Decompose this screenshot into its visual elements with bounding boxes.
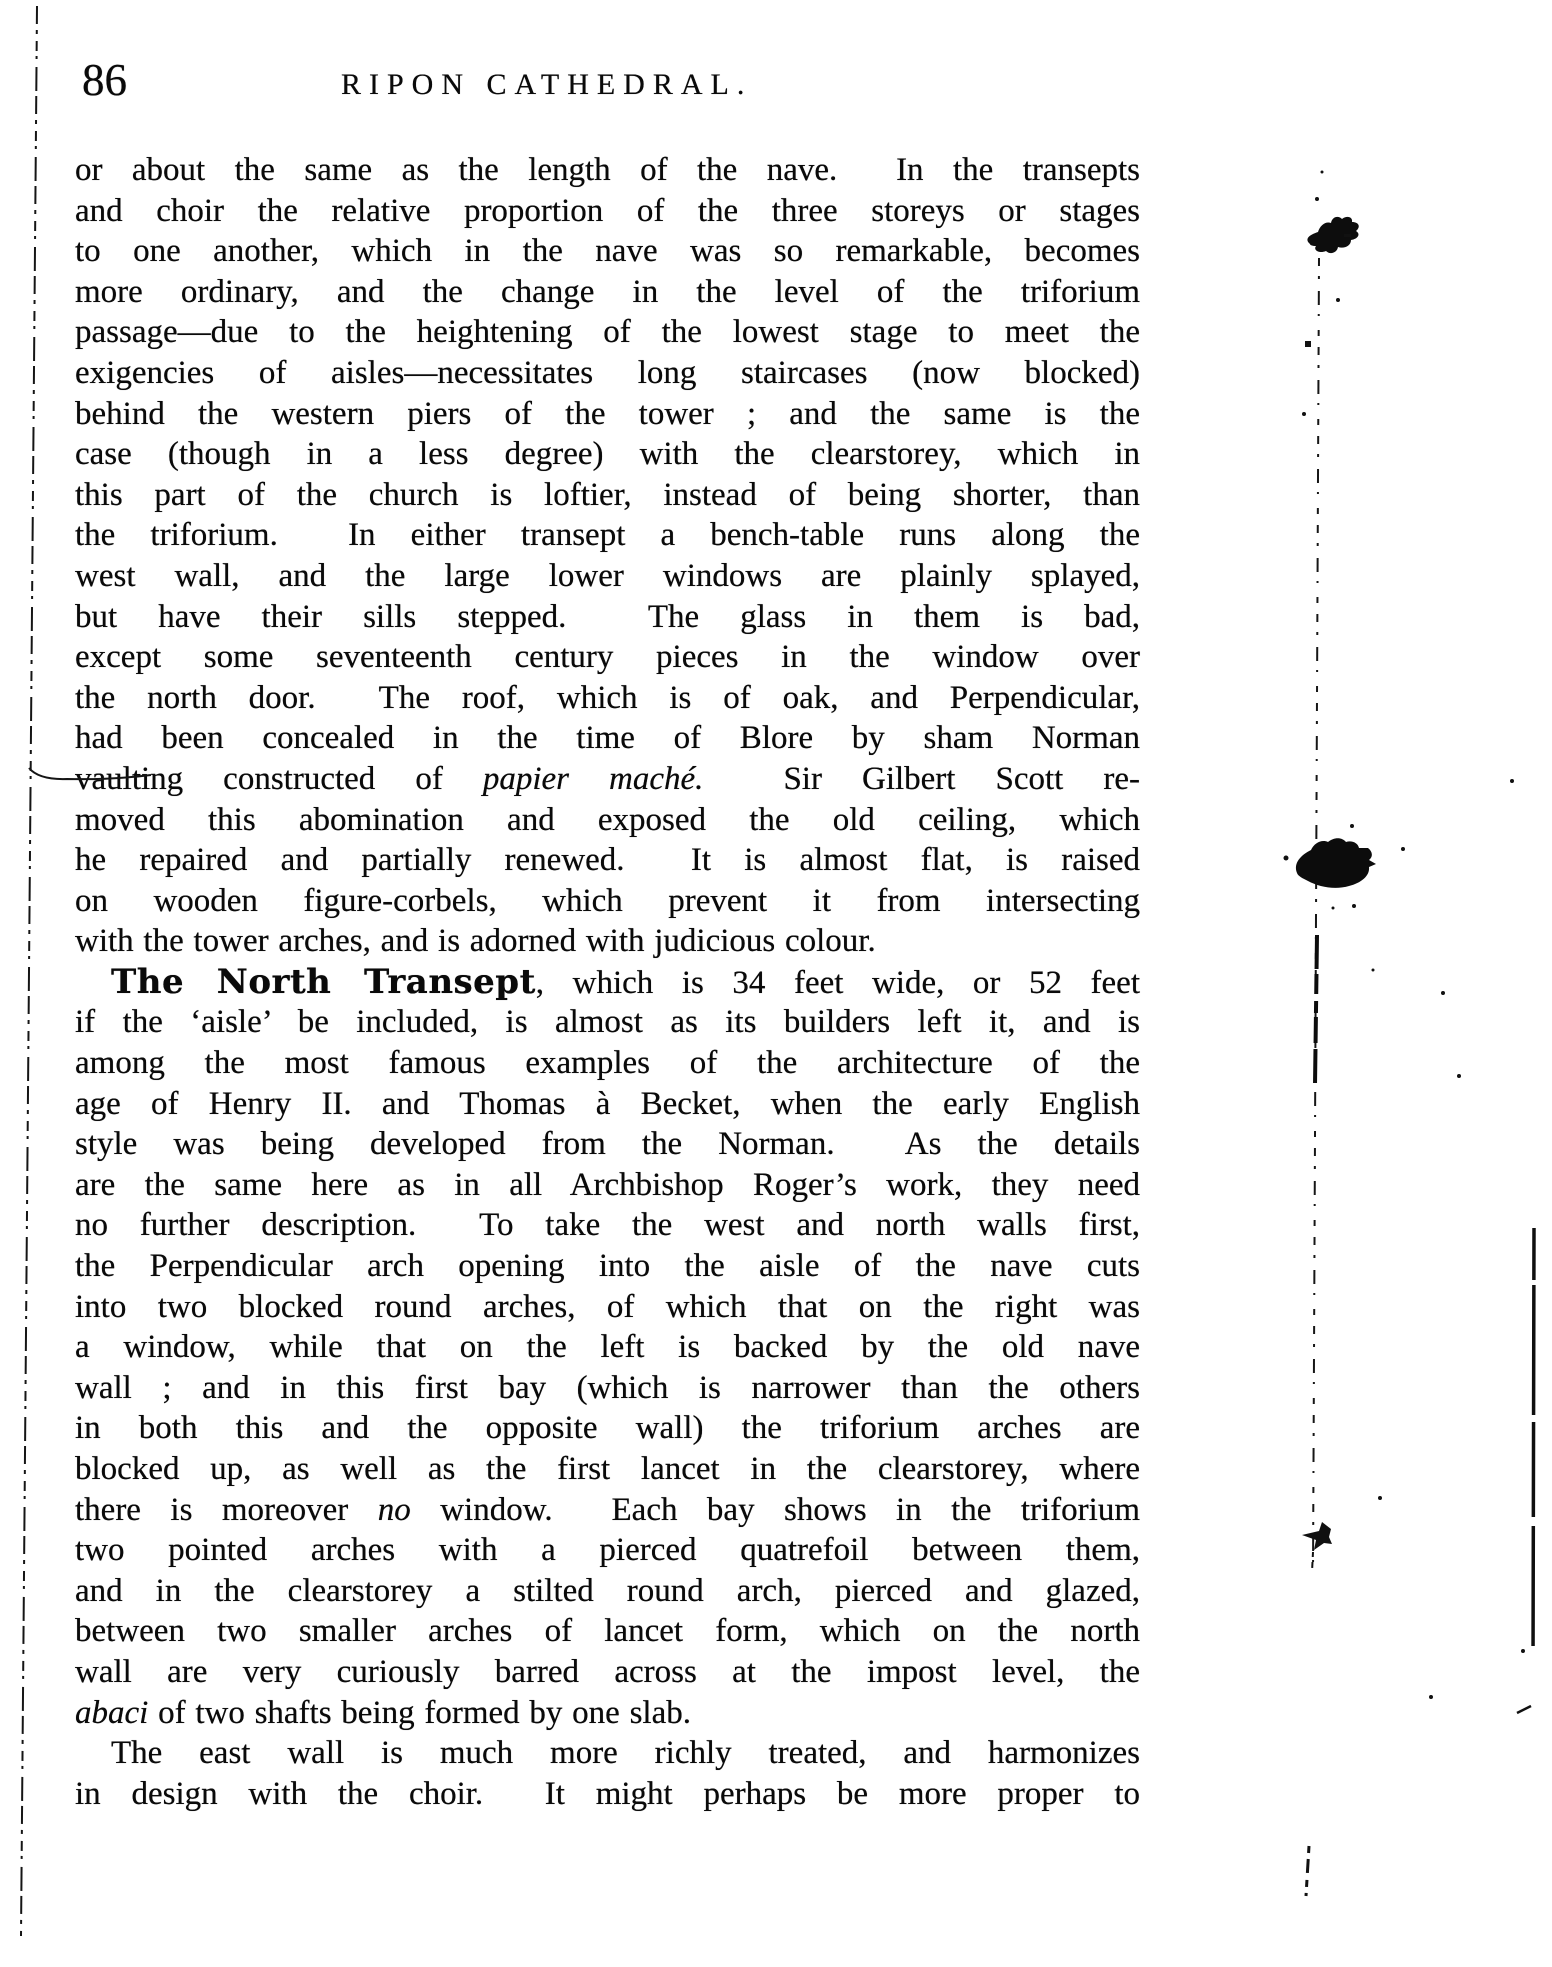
- text-line: [75, 881, 1140, 922]
- arrow-shaped-ink-mark: [1302, 1522, 1332, 1550]
- text-line: [75, 515, 1140, 556]
- scan-speck: [1510, 779, 1514, 783]
- text-line: [75, 272, 1140, 313]
- text-line: [75, 1246, 1140, 1287]
- right-margin-crease-line: [1313, 258, 1319, 1574]
- text-line: [75, 759, 1140, 800]
- text-line: [75, 1408, 1140, 1449]
- body-text-segment: Sir Gilbert Scott re-: [703, 760, 1140, 797]
- text-line: [75, 800, 1140, 841]
- page-edge-line: [1533, 1228, 1534, 1668]
- body-text-segment: vaulting constructed of: [75, 760, 483, 797]
- scan-speck: [1315, 197, 1319, 201]
- body-text-segment: the triforium. In either transept a bench-table runs along the: [75, 517, 1140, 554]
- text-line: [75, 840, 1140, 881]
- italic-text: no: [377, 1491, 411, 1528]
- paragraph: [75, 1733, 1140, 1814]
- text-line: [75, 597, 1140, 638]
- right-margin-crease-dark-segment: [1315, 935, 1317, 1085]
- ink-speck: [1352, 904, 1356, 908]
- ink-dash-bottom: [1306, 1846, 1309, 1896]
- text-line: [75, 1124, 1140, 1165]
- body-text-segment: two pointed arches with a pierced quatrefoil between them,: [75, 1532, 1140, 1569]
- text-line: [75, 353, 1140, 394]
- body-text-segment: had been concealed in the time of Blore by sham Norman: [75, 720, 1140, 757]
- body-text-segment: in design with the choir. It might perhaps be more proper to: [75, 1775, 1140, 1812]
- text-line: [75, 1733, 1140, 1774]
- text-line: [75, 1571, 1140, 1612]
- text-line: [75, 1287, 1140, 1328]
- body-text-segment: age of Henry II. and Thomas à Becket, when the early English: [75, 1085, 1140, 1122]
- left-margin-crease-line: [21, 6, 37, 1936]
- scan-speck: [1429, 1695, 1433, 1699]
- scan-speck: [1457, 1074, 1461, 1078]
- body-text-segment: and choir the relative proportion of the three storeys or stages: [75, 192, 1140, 229]
- body-text-segment: to one another, which in the nave was so remarkable, becomes: [75, 233, 1140, 270]
- body-text-segment: the Perpendicular arch opening into the aisle of the nave cuts: [75, 1248, 1140, 1285]
- body-text-segment: more ordinary, and the change in the level of the triforium: [75, 273, 1140, 310]
- body-text-segment: wall are very curiously barred across at the impost level, the: [75, 1653, 1140, 1690]
- ink-speck: [1344, 234, 1351, 237]
- body-text-segment: there is moreover: [75, 1491, 378, 1528]
- body-text-segment: with the tower arches, and is adorned with judicious colour.: [75, 923, 876, 960]
- text-line: [75, 312, 1140, 353]
- text-line: [75, 1205, 1140, 1246]
- ink-blot-large: [1296, 838, 1376, 888]
- body-text-segment: he repaired and partially renewed. It is almost flat, is raised: [75, 842, 1140, 879]
- ink-speck: [1401, 847, 1405, 851]
- text-line: [75, 191, 1140, 232]
- body-text-segment: behind the western piers of the tower ; and the same is the: [75, 395, 1140, 432]
- text-line: [75, 1084, 1140, 1125]
- text-line: [75, 1002, 1140, 1043]
- ink-tick: [1312, 1552, 1313, 1572]
- text-line: [75, 1327, 1140, 1368]
- body-text-segment: and in the clearstorey a stilted round arch, pierced and glazed,: [75, 1572, 1140, 1609]
- body-text-segment: passage—due to the heightening of the lowest stage to meet the: [75, 314, 1140, 351]
- scan-speck: [1305, 341, 1311, 347]
- body-text-segment: window. Each bay shows in the triforium: [410, 1491, 1140, 1528]
- body-text-segment: no further description. To take the west and north walls first,: [75, 1207, 1140, 1244]
- body-text-segment: moved this abomination and exposed the old ceiling, which: [75, 801, 1140, 838]
- text-line: [75, 434, 1140, 475]
- body-text-segment: on wooden figure-corbels, which prevent it from intersecting: [75, 882, 1140, 919]
- text-line: [75, 1449, 1140, 1490]
- scan-speck: [1441, 991, 1445, 995]
- bold-heading-text: The North Transept: [111, 961, 536, 1002]
- body-text-segment: the north door. The roof, which is of oak, and Perpendicular,: [75, 679, 1140, 716]
- text-line: [75, 475, 1140, 516]
- body-text-segment: The east wall is much more richly treated, and harmonizes: [111, 1735, 1140, 1772]
- ink-speck: [1332, 907, 1335, 910]
- text-line: [75, 678, 1140, 719]
- body-text-segment: between two smaller arches of lancet form, which on the north: [75, 1613, 1140, 1650]
- text-line: [75, 718, 1140, 759]
- running-header: RIPON CATHEDRAL.: [341, 68, 753, 101]
- text-line: [75, 150, 1140, 191]
- text-line: [75, 1652, 1140, 1693]
- page-number: 86: [82, 55, 127, 105]
- scan-speck: [1302, 412, 1306, 416]
- body-text-segment: except some seventeenth century pieces in the window over: [75, 639, 1140, 676]
- text-line: [75, 921, 1140, 962]
- text-line: [75, 1368, 1140, 1409]
- body-text-segment: blocked up, as well as the first lancet in the clearstorey, where: [75, 1451, 1140, 1487]
- ink-speck: [1350, 824, 1354, 828]
- italic-text: abaci: [75, 1694, 149, 1731]
- body-text-segment: but have their sills stepped. The glass in them is bad,: [75, 598, 1140, 635]
- body-text-segment: if the ‘aisle’ be included, is almost as its builders left it, and is: [75, 1004, 1140, 1041]
- scan-speck: [1521, 1649, 1525, 1653]
- text-line: [75, 637, 1140, 678]
- text-line: [75, 1774, 1140, 1815]
- italic-text: papier maché.: [482, 760, 704, 797]
- body-text-segment: in both this and the opposite wall) the triforium arches are: [75, 1410, 1140, 1447]
- body-text-segment: of two shafts being formed by one slab.: [148, 1694, 691, 1731]
- text-line: [75, 1611, 1140, 1652]
- text-line: [75, 1165, 1140, 1206]
- text-line: [75, 1043, 1140, 1084]
- ink-speck: [1284, 856, 1289, 861]
- scan-speck: [1372, 969, 1375, 972]
- text-line: [75, 231, 1140, 272]
- body-text-segment: exigencies of aisles—necessitates long staircases (now blocked): [75, 354, 1140, 391]
- body-text-segment: into two blocked round arches, of which that on the right was: [75, 1288, 1140, 1325]
- body-text-segment: a window, while that on the left is backed by the old nave: [75, 1329, 1140, 1366]
- scan-speck: [1378, 1496, 1382, 1500]
- text-line: [75, 962, 1140, 1003]
- body-text: [75, 150, 1140, 1814]
- body-text-segment: wall ; and in this first bay (which is narrower than the others: [75, 1369, 1140, 1406]
- text-line: [75, 1693, 1140, 1734]
- page-edge-tick: [1517, 1706, 1531, 1713]
- ink-blot-small: [1307, 217, 1358, 253]
- paragraph: [75, 962, 1140, 1733]
- body-text-segment: , which is 34 feet wide, or 52 feet: [535, 964, 1140, 1001]
- text-line: [75, 1490, 1140, 1531]
- body-text-segment: are the same here as in all Archbishop Roger’s work, they need: [75, 1166, 1140, 1203]
- text-line: [75, 556, 1140, 597]
- text-line: [75, 1530, 1140, 1571]
- scan-speck: [1321, 171, 1324, 174]
- body-text-segment: case (though in a less degree) with the clearstorey, which in: [75, 436, 1140, 473]
- body-text-segment: this part of the church is loftier, instead of being shorter, than: [75, 476, 1140, 513]
- text-line: [75, 394, 1140, 435]
- scan-speck: [1336, 298, 1340, 302]
- body-text-segment: style was being developed from the Norman. As the details: [75, 1126, 1140, 1163]
- body-text-segment: or about the same as the length of the nave. In the transepts: [75, 152, 1140, 188]
- body-text-segment: among the most famous examples of the architecture of the: [75, 1045, 1140, 1082]
- body-text-segment: west wall, and the large lower windows are plainly splayed,: [75, 557, 1140, 594]
- paragraph: [75, 150, 1140, 962]
